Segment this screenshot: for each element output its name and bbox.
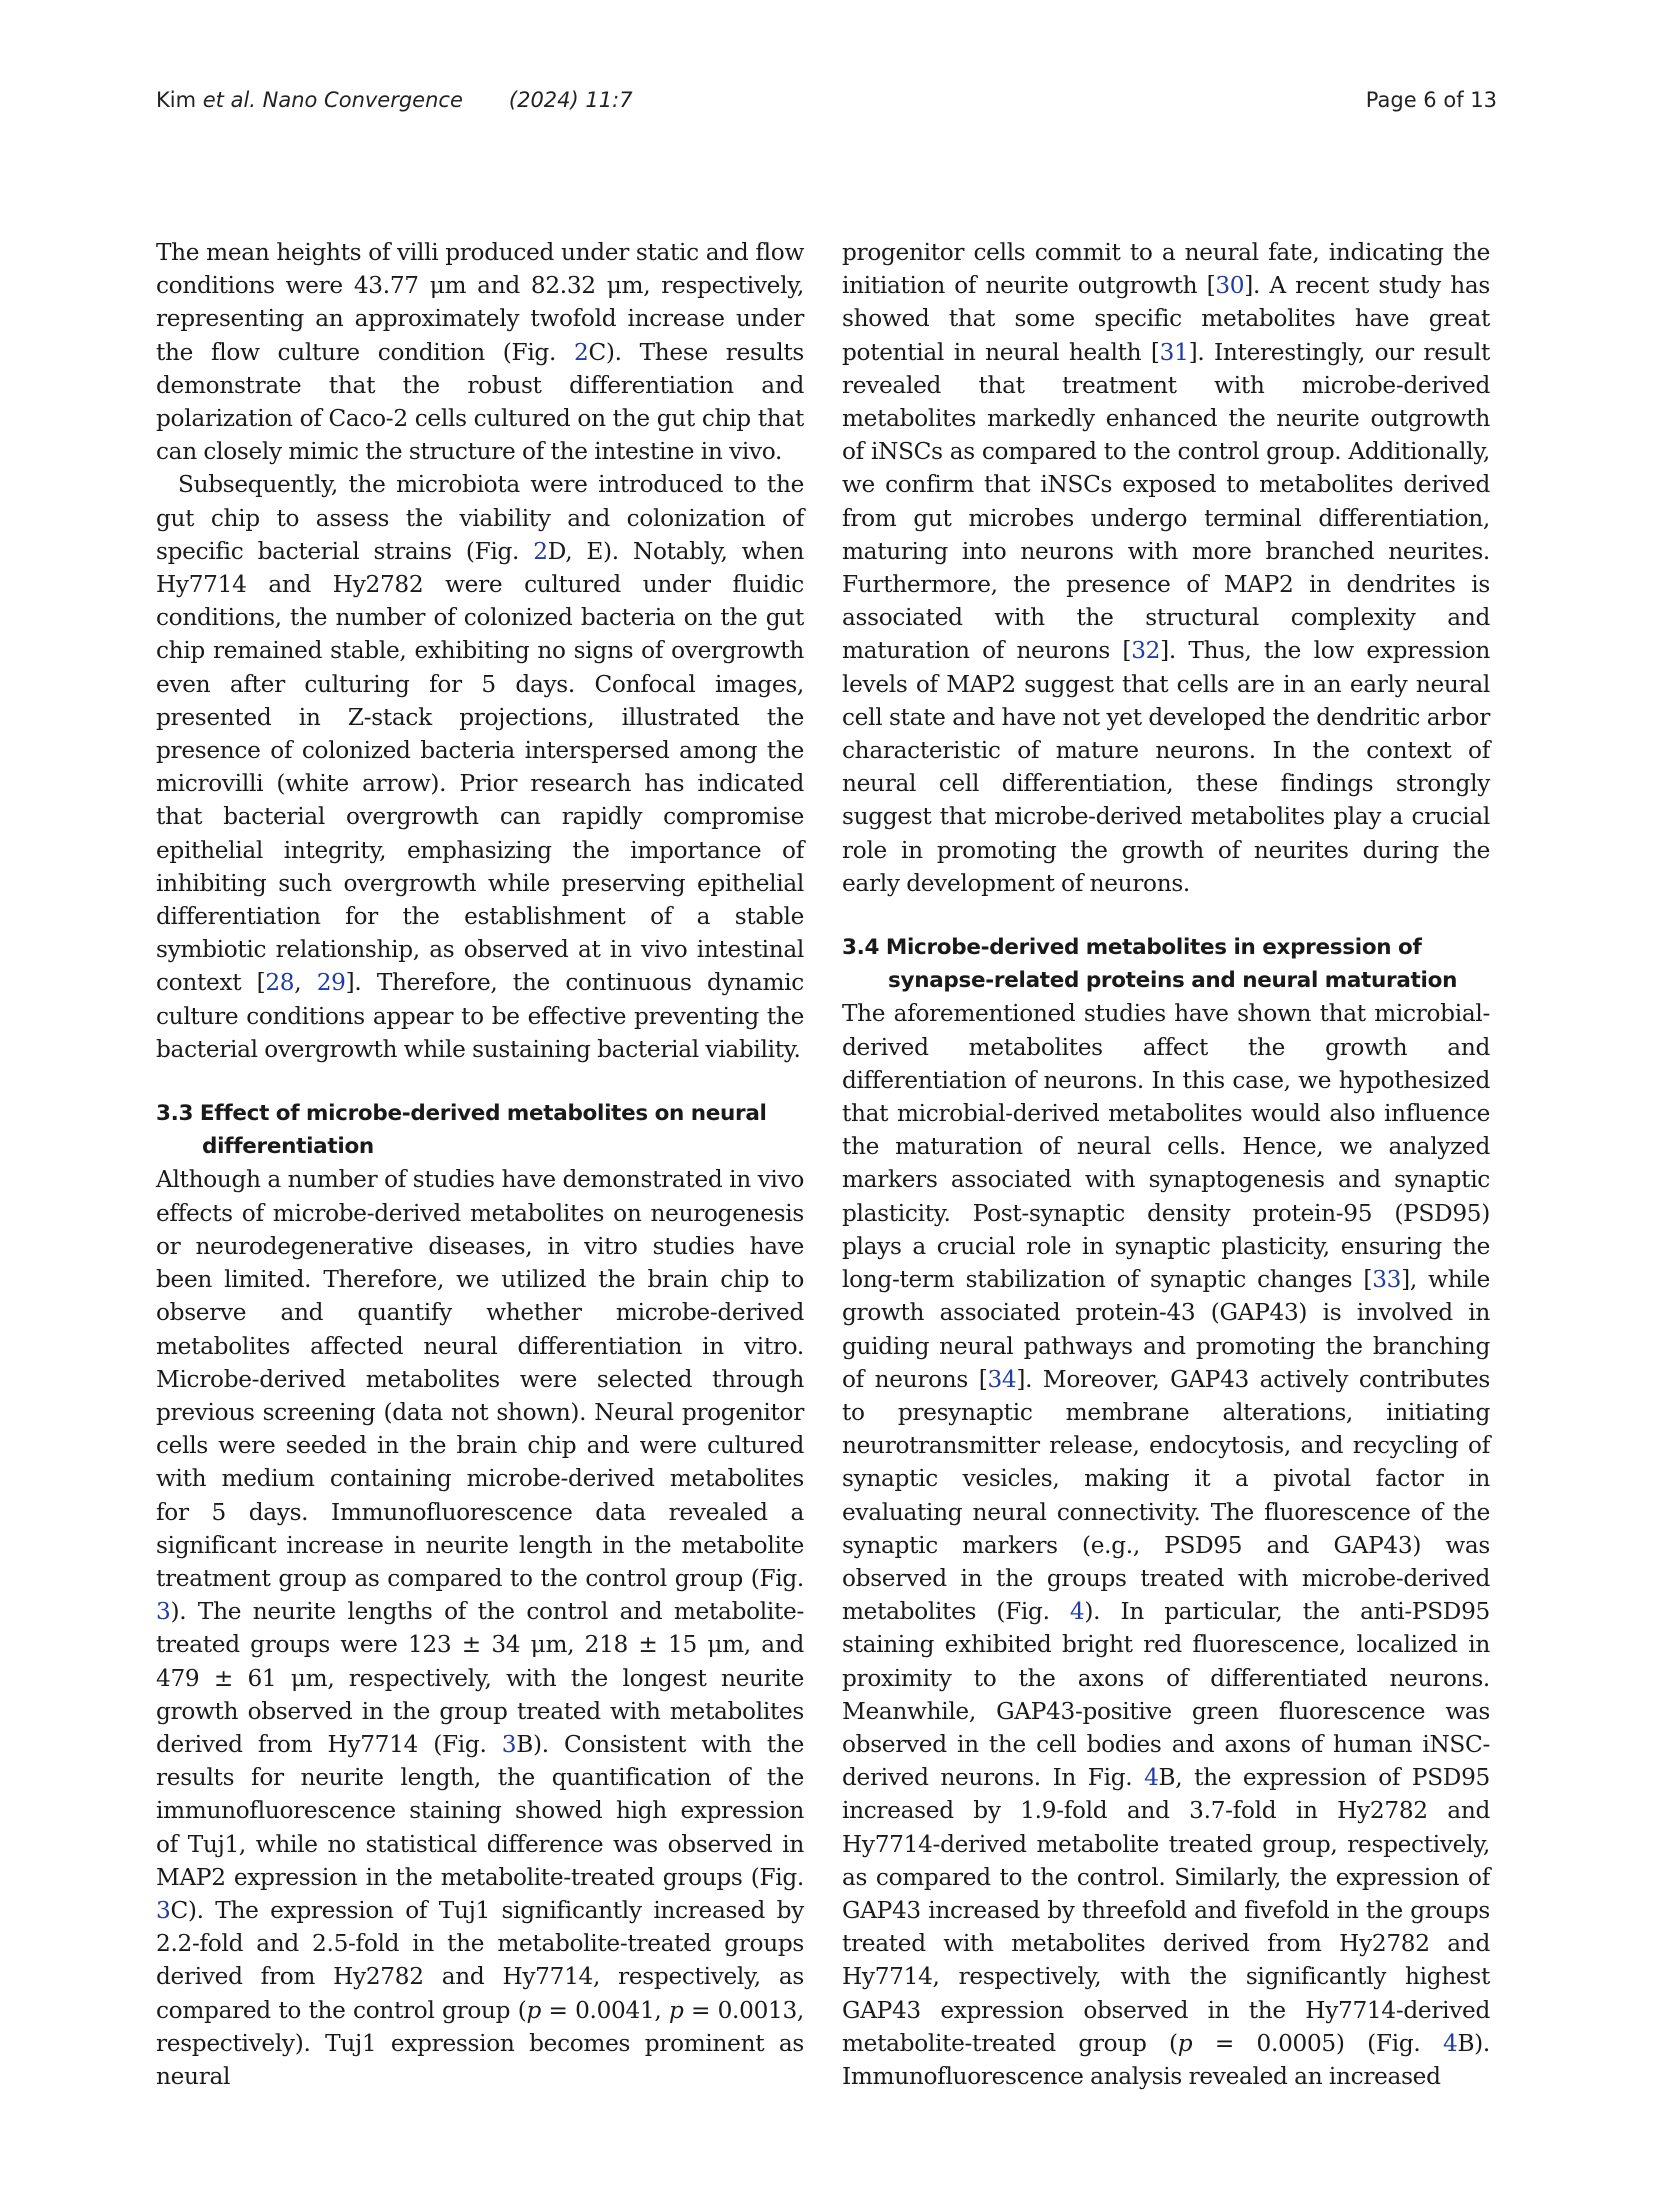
header-volume: (2024) 11:7: [508, 88, 633, 112]
header-citation: [156, 88, 633, 112]
figure-link-3b[interactable]: 3: [501, 1730, 517, 1758]
header-authors: Kim: [156, 88, 203, 112]
figure-link-3[interactable]: 3: [156, 1598, 171, 1626]
header-journal: Nano Convergence: [255, 88, 463, 112]
paragraph-neurite-outgrowth: progenitor cells commit to a neural fate, indicating the initiation of neurite outgrowth [30]. A recent study has showed that some specific metabolites have great potential in neural health [31]. Interestingly, our result revealed that treatment with microbe-derived metabolites markedly enhanced the neurite outgrowth of iNSCs as compared to the control group. Additionally, we confirm that iNSCs exposed to metabolites derived from gut microbes undergo terminal differentiation, maturing into neurons with more branched neurites. Furthermore, the presence of MAP2 in dendrites is associated with the structural complexity and maturation of neurons [32]. Thus, the low expression levels of MAP2 suggest that cells are in an early neural cell state and have not yet developed the dendritic arbor characteristic of mature neurons. In the context of neural cell differentiation, these findings strongly suggest that microbe-derived metabolites play a crucial role in promoting the growth of neurites during the early development of neurons.: [842, 239, 1490, 897]
paragraph-neural-differentiation: Although a number of studies have demonstrated in vivo effects of microbe-derived metabolites on neurogenesis or neurodegenerative diseases, in vitro studies have been limited. Therefore, we utilized the brain chip to observe and quantify whether microbe-derived metabolites affected neural differentiation in vitro. Microbe-derived metabolites were selected through previous screening (data not shown). Neural progenitor cells were seeded in the brain chip and were cultured with medium containing microbe-derived metabolites for 5 days. Immunofluorescence data revealed a significant increase in neurite length in the metabolite treatment group as compared to the control group (Fig. 3). The neurite lengths of the control and metabolite-treated groups were 123 ± 34 μm, 218 ± 15 μm, and 479 ± 61 μm, respectively, with the longest neurite growth observed in the group treated with metabolites derived from Hy7714 (Fig. 3B). Consistent with the results for neurite length, the quantification of the immunofluorescence staining showed high expression of Tuj1, while no statistical difference was observed in MAP2 expression in the metabolite-treated groups (Fig. 3C). The expression of Tuj1 significantly increased by 2.2-fold and 2.5-fold in the metabolite-treated groups derived from Hy2782 and Hy7714, respectively, as compared to the control group (p = 0.0041, p = 0.0013, respectively). Tuj1 expression becomes prominent as neural: [156, 1166, 804, 2090]
section-heading-3-4: 3.4 Microbe-derived metabolites in expression of synapse-related proteins and neural maturation: [842, 935, 1458, 994]
running-header: [156, 88, 1497, 118]
figure-link-4[interactable]: 4: [1069, 1598, 1085, 1626]
figure-link-3c[interactable]: 3: [156, 1896, 171, 1924]
header-page-number: Page 6 of 13: [1365, 88, 1497, 112]
paragraph-villi-heights: The mean heights of villi produced under static and flow conditions were 43.77 μm and 82.32 μm, respectively, representing an approximately twofold increase under the flow culture condition (Fig. 2C). These results demonstrate that the robust differentiation and polarization of Caco-2 cells cultured on the gut chip that can closely mimic the structure of the intestine in vivo.: [156, 239, 804, 466]
paragraph-synapse-proteins: The aforementioned studies have shown that microbial-derived metabolites affect the growth and differentiation of neurons. In this case, we hypothesized that microbial-derived metabolites would also influence the maturation of neural cells. Hence, we analyzed markers associated with synaptogenesis and synaptic plasticity. Post-synaptic density protein-95 (PSD95) plays a crucial role in synaptic plasticity, ensuring the long-term stabilization of synaptic changes [33], while growth associated protein-43 (GAP43) is involved in guiding neural pathways and promoting the branching of neurons [34]. Moreover, GAP43 actively contributes to presynaptic membrane alterations, initiating neurotransmitter release, endocytosis, and recycling of synaptic vesicles, making it a pivotal factor in evaluating neural connectivity. The fluorescence of the synaptic markers (e.g., PSD95 and GAP43) was observed in the groups treated with microbe-derived metabolites (Fig. 4). In particular, the anti-PSD95 staining exhibited bright red fluorescence, localized in proximity to the axons of differentiated neurons. Meanwhile, GAP43-positive green fluorescence was observed in the cell bodies and axons of human iNSC-derived neurons. In Fig. 4B, the expression of PSD95 increased by 1.9-fold and 3.7-fold in Hy2782 and Hy7714-derived metabolite treated group, respectively, as compared to the control. Similarly, the expression of GAP43 increased by threefold and fivefold in the groups treated with metabolites derived from Hy2782 and Hy7714, respectively, with the significantly highest GAP43 expression observed in the Hy7714-derived metabolite-treated group (p = 0.0005) (Fig. 4B). Immunofluorescence analysis revealed an increased: [842, 1000, 1490, 2090]
left-column: [156, 236, 804, 2093]
header-et-al: et al.: [202, 88, 256, 112]
citation-link-33[interactable]: 33: [1372, 1266, 1402, 1294]
citation-link-28[interactable]: 28: [265, 969, 295, 997]
section-heading-3-3: 3.3 Effect of microbe-derived metabolites on neural differentiation: [156, 1101, 767, 1160]
citation-link-34[interactable]: 34: [987, 1365, 1017, 1393]
figure-link-4b[interactable]: 4: [1144, 1764, 1159, 1792]
figure-link-2c[interactable]: 2: [573, 338, 589, 366]
citation-link-29[interactable]: 29: [316, 969, 346, 997]
citation-link-32[interactable]: 32: [1131, 637, 1161, 665]
figure-link-2de[interactable]: 2: [533, 537, 548, 565]
right-column: [842, 236, 1490, 2093]
paragraph-microbiota-colonization: Subsequently, the microbiota were introduced to the gut chip to assess the viability and colonization of specific bacterial strains (Fig. 2D, E). Notably, when Hy7714 and Hy2782 were cultured under fluidic conditions, the number of colonized bacteria on the gut chip remained stable, exhibiting no signs of overgrowth even after culturing for 5 days. Confocal images, presented in Z-stack projections, illustrated the presence of colonized bacteria interspersed among the microvilli (white arrow). Prior research has indicated that bacterial overgrowth can rapidly compromise epithelial integrity, emphasizing the importance of inhibiting such overgrowth while preserving epithelial differentiation for the establishment of a stable symbiotic relationship, as observed at in vivo intestinal context [28, 29]. Therefore, the continuous dynamic culture conditions appear to be effective preventing the bacterial overgrowth while sustaining bacterial viability.: [156, 471, 804, 1063]
figure-link-4b-second[interactable]: 4: [1442, 2029, 1458, 2057]
citation-link-30[interactable]: 30: [1215, 272, 1245, 300]
citation-link-31[interactable]: 31: [1159, 338, 1189, 366]
